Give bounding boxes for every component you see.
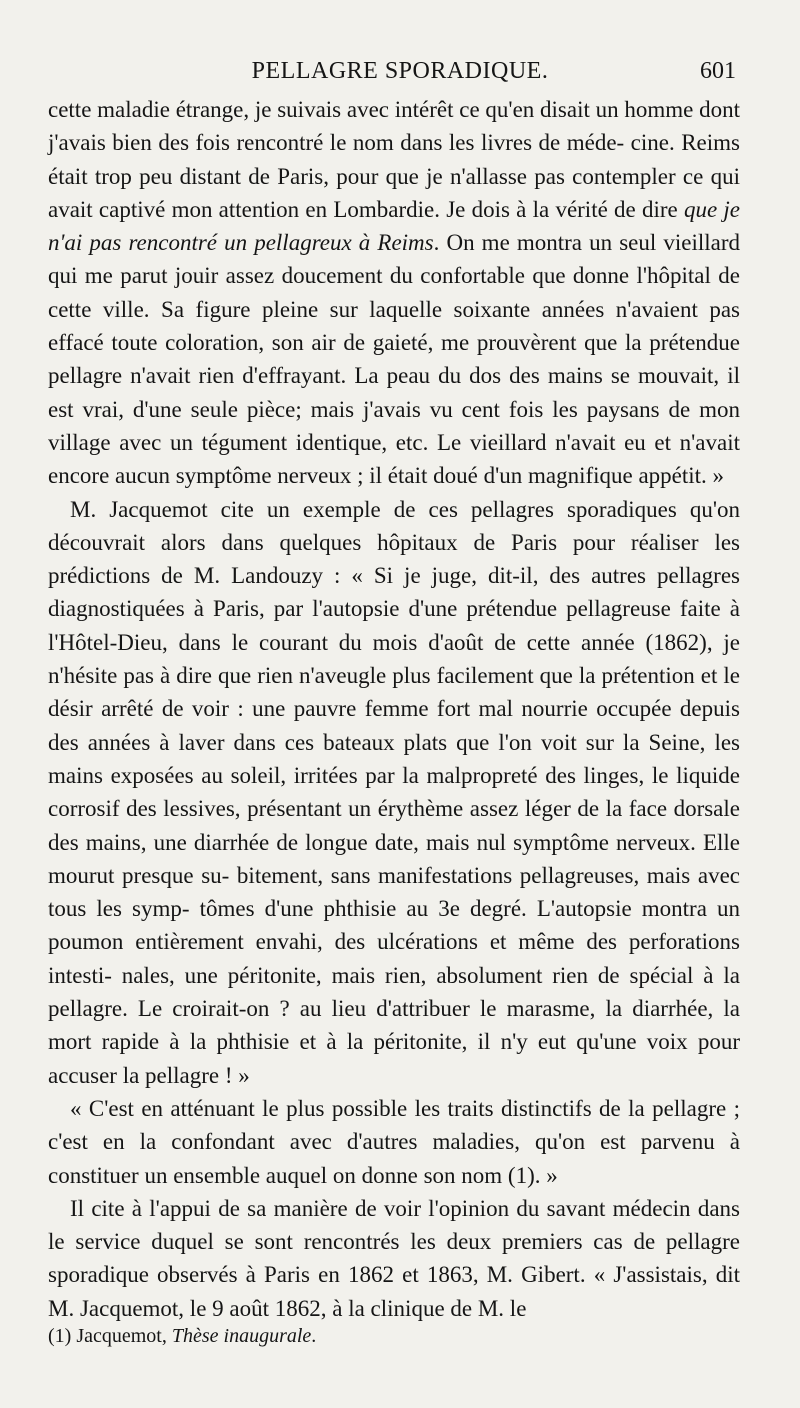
paragraph-3: « C'est en atténuant le plus possible les traits distinctifs de la pellagre ; c'est en la confondant avec d'autres maladies, qu'on est parvenu à constituer un ensemble auquel on donne son nom (1). » [48, 1095, 740, 1188]
paragraph-1 [48, 93, 740, 493]
paragraph-1-text-b: . On me montra un seul vieillard qui me parut jouir assez doucement du confortable que donne l'hôpital de cette ville. Sa figure pleine sur laquelle soixante années n'avaient pas effacé toute coloration, son air de gaieté, me prouvèrent que la prétendue pellagre n'avait rien d'effrayant. La peau du dos des mains se mouvait, il est vrai, d'une seule pièce; mais j'avais vu cent fois les paysans de mon village avec un tégument identique, etc. Le vieillard n'avait eu et n'avait encore aucun symptôme nerveux ; il était doué d'un magnifique appétit. » [48, 230, 740, 489]
page-number: 601 [700, 58, 736, 84]
footnote-end: . [311, 1325, 317, 1347]
running-title: PELLAGRE SPORADIQUE. [251, 58, 549, 84]
paragraph-2: M. Jacquemot cite un exemple de ces pellagres sporadiques qu'on découvrait alors dans quelques hôpitaux de Paris pour réaliser les prédictions de M. Landouzy : « Si je juge, dit-il, des autres pellagres diagnostiquées à Paris, par l'autopsie d'une prétendue pellagreuse faite à l'Hôtel-Dieu, dans le courant du mois d'août de cette année (1862), je n'hésite pas à dire que rien n'aveugle plus facilement que la prétention et le désir arrêté de voir : une pauvre femme fort mal nourrie occupée depuis des années à laver dans ces bateaux plats que l'on voit sur la Seine, les mains exposées au soleil, irritées par la malpropreté des linges, le liquide corrosif des lessives, présentant un érythème assez léger de la face dorsale des mains, une diarrhée de longue date, mais nul symptôme nerveux. Elle mourut presque su- bitement, sans manifestations pellagreuses, mais avec tous les symp- tômes d'une phthisie au 3e degré. L'autopsie montra un poumon entièrement envahi, des ulcérations et même des perforations intesti- nales, une péritonite, mais rien, absolument rien de spécial à la pellagre. Le croirait-on ? au lieu d'attribuer le marasme, la diarrhée, la mort rapide à la phthisie et à la péritonite, il n'y eut qu'une voix pour accuser la pellagre ! » [48, 496, 740, 1088]
footnote [48, 1323, 740, 1349]
page-header [0, 58, 800, 90]
footnote-title: Thèse inaugurale [171, 1325, 312, 1347]
body-text [48, 93, 740, 1325]
paragraph-4: Il cite à l'appui de sa manière de voir l'opinion du savant médecin dans le service duquel se sont rencontrés les deux premiers cas de pellagre sporadique observés à Paris en 1862 et 1863, M. Gibert. « J'assistais, dit M. Jacquemot, le 9 août 1862, à la clinique de M. le [48, 1195, 740, 1321]
paragraph-1-italic: que je n'ai pas rencontré un pellagreux à Reims [48, 196, 741, 256]
footnote-marker: (1) Jacquemot, [48, 1325, 172, 1347]
paragraph-1-text-a: cette maladie étrange, je suivais avec intérêt ce qu'en disait un homme dont j'avais bien des fois rencontré le nom dans les livres de méde- cine. Reims était trop peu distant de Paris, pour que je n'allasse pas contempler ce qui avait captivé mon attention en Lombardie. Je dois à la vérité de dire [48, 97, 740, 222]
